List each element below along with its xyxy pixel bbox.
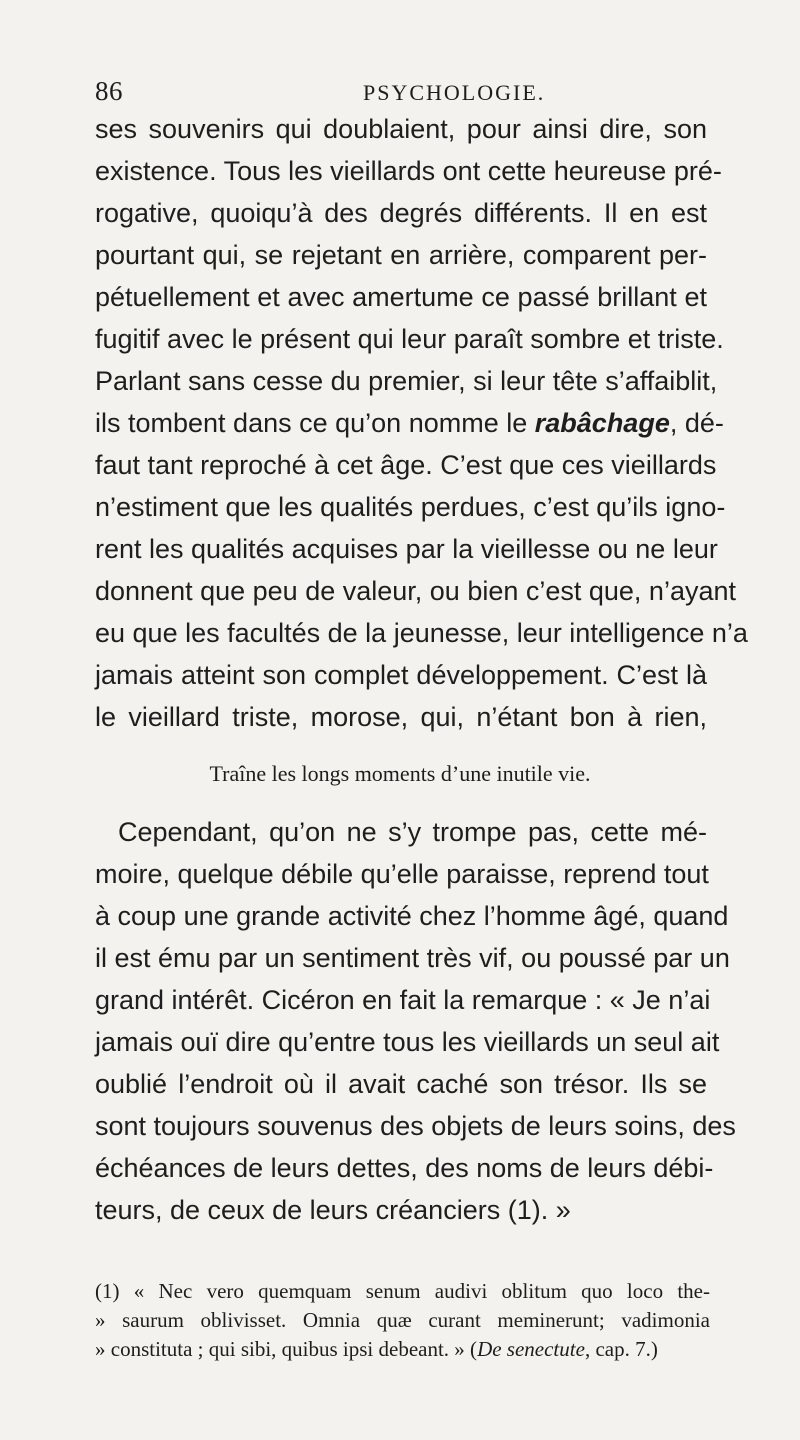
text-segment: , dé-: [669, 408, 724, 438]
text-line: à coup une grande activité chez l’homme âgé, quand: [95, 901, 729, 931]
text-segment: ils tombent dans ce qu’on nomme le: [95, 408, 528, 438]
text-line: pétuellement et avec amertume ce passé brillant et: [95, 282, 707, 312]
page-number: 86: [95, 76, 123, 106]
page-header: [95, 76, 715, 108]
footnote-line: (1) « Nec vero quemquam senum audivi oblitum quo loco the-: [95, 1279, 710, 1303]
text-line: le vieillard triste, morose, qui, n’étant bon à rien,: [95, 702, 707, 732]
text-line: oublié l’endroit où il avait caché son trésor. Ils se: [95, 1069, 707, 1099]
text-line: sont toujours souvenus des objets de leurs soins, des: [95, 1111, 736, 1141]
text-line: rent les qualités acquises par la vieillesse ou ne leur: [95, 534, 718, 564]
text-line: moire, quelque débile qu’elle paraisse, reprend tout: [95, 859, 709, 889]
text-line: échéances de leurs dettes, des noms de leurs débi-: [95, 1153, 714, 1183]
text-line: Cependant, qu’on ne s’y trompe pas, cette mé-: [118, 817, 707, 847]
text-segment: » constituta ; qui sibi, quibus ipsi debeant. » (: [95, 1337, 478, 1361]
text-line: pourtant qui, se rejetant en arrière, comparent per-: [95, 240, 707, 270]
text-line: fugitif avec le présent qui leur paraît sombre et triste.: [95, 324, 724, 354]
text-line: donnent que peu de valeur, ou bien c’est que, n’ayant: [95, 576, 736, 606]
italic-title: De senectute: [477, 1337, 585, 1361]
footnote-line: » saurum oblivisset. Omnia quæ curant meminerunt; vadimonia: [95, 1308, 710, 1332]
verse-quotation: Traîne les longs moments d’une inutile vie.: [209, 761, 591, 786]
text-line: faut tant reproché à cet âge. C’est que ces vieillards: [95, 450, 717, 480]
text-line: ses souvenirs qui doublaient, pour ainsi dire, son: [95, 114, 707, 144]
text-line: jamais atteint son complet développement. C’est là: [95, 660, 707, 690]
text-line: il est ému par un sentiment très vif, ou poussé par un: [95, 943, 730, 973]
text-segment: , cap. 7.): [584, 1337, 658, 1361]
text-line: grand intérêt. Cicéron en fait la remarque : « Je n’ai: [95, 985, 711, 1015]
text-line: rogative, quoiqu’à des degrés différents. Il en est: [95, 198, 707, 228]
text-line: n’estiment que les qualités perdues, c’est qu’ils igno-: [95, 492, 726, 522]
text-line: eu que les facultés de la jeunesse, leur intelligence n’a: [95, 618, 748, 648]
running-head: PSYCHOLOGIE.: [363, 80, 546, 105]
text-line: jamais ouï dire qu’entre tous les vieillards un seul ait: [95, 1027, 720, 1057]
text-line: existence. Tous les vieillards ont cette heureuse pré-: [95, 156, 722, 186]
text-line: teurs, de ceux de leurs créanciers (1). »: [95, 1195, 571, 1225]
footnote-line: [95, 1336, 710, 1362]
italic-term: rabâchage: [534, 408, 670, 438]
text-line: [95, 407, 724, 439]
text-line: Parlant sans cesse du premier, si leur tête s’affaiblit,: [95, 366, 718, 396]
